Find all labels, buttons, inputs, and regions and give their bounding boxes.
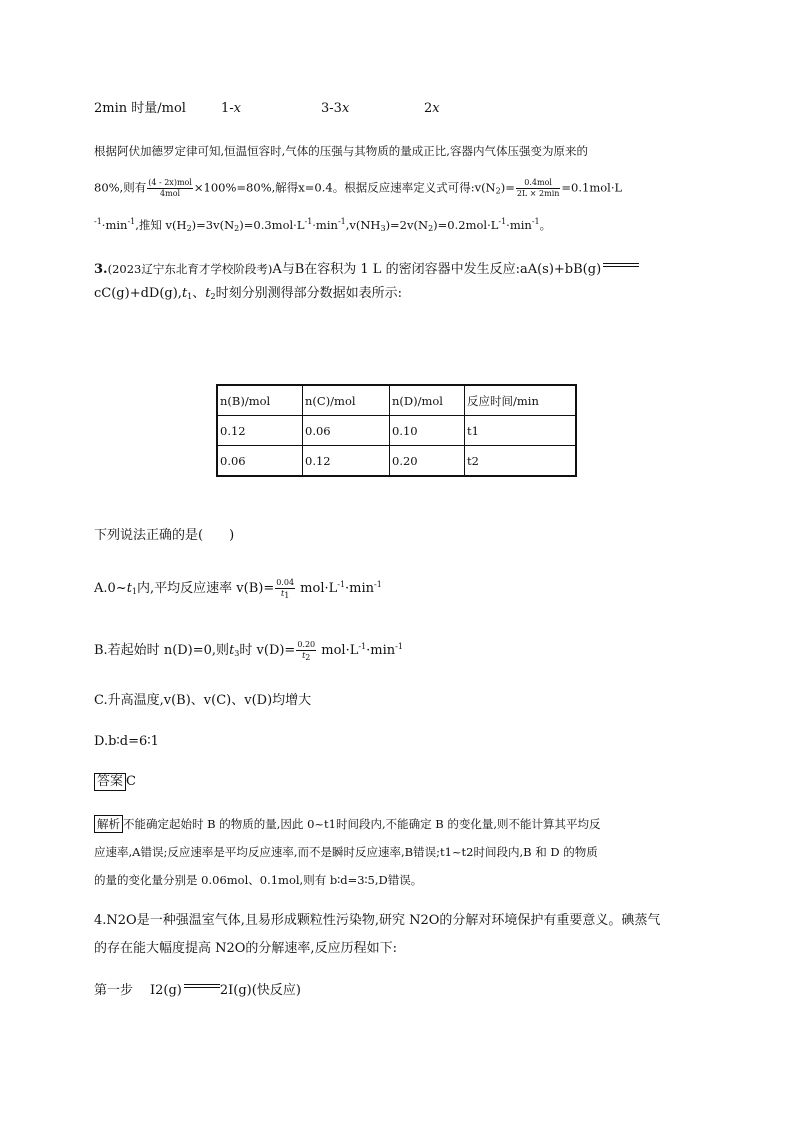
question-3-stem-line-1: 3.(2023辽宁东北育才学校阶段考)A与B在容积为 1 L 的密闭容器中发生反应:aA(s)+bB(g) — [94, 260, 639, 279]
table-header-cell: 反应时间/min — [465, 385, 577, 416]
question-3-stem-line-2: $cC(g)+dD(g),t_1$、$t_2$时刻分别测得部分数据如表所示: — [94, 286, 402, 301]
table-header-cell: n(B)/mol — [217, 385, 303, 416]
question-4-line-1: 4.N2O是一种强温室气体,且易形成颗粒性污染物,研究 N2O的分解对环境保护有重要意义。碘蒸气 — [94, 913, 661, 928]
table-cell: 0.20 — [390, 446, 465, 477]
row-2min-label: 2min 时量/mol — [94, 101, 186, 116]
row-2min: 2min 时量/mol 1-x 3-3x 2x — [94, 101, 440, 116]
option-d: D.b∶d=6∶1 — [94, 734, 159, 749]
data-table — [216, 384, 577, 477]
solution-line-2: 80%,则有 $\frac{\text{(4 - 2x)mol}}{\text{4mol}}$ ×100%=80%,解得x=0.4。根据反应速率定义式可得$:v(N_2)=$ $\frac{\text{0.4mol}}{2L \times 2\min}$ =0.1mol·L — [94, 178, 623, 198]
question-3-ask: 下列说法正确的是( ) — [94, 528, 235, 543]
option-a: $A.0\sim t_1$内,平均反应速率 v(B)= $\frac{0.04}{t_1}$ $mol\cdot L^{-1}\cdot\min^{-1}$ — [94, 578, 382, 600]
table-cell: t1 — [465, 416, 577, 446]
table-cell: 0.06 — [217, 446, 303, 477]
answer-value: C — [126, 774, 136, 789]
answer-tag: 答案 — [94, 773, 126, 791]
table-header-row — [217, 385, 576, 416]
analysis-line-3: 的量的变化量分别是 0.06mol、0.1mol,则有 b∶d=3∶5,D错误。 — [94, 873, 423, 887]
question-4-step-1: 第一步 I2(g) 2I(g)(快反应) — [94, 983, 301, 998]
fraction-option-a: $\frac{0.04}{t_1}$ — [276, 578, 295, 600]
table-header-cell: n(D)/mol — [390, 385, 465, 416]
table-cell: t2 — [465, 446, 577, 477]
question-4-line-2: 的存在能大幅度提高 N2O的分解速率,反应历程如下: — [94, 941, 397, 956]
fraction-option-b: $\frac{0.20}{t_2}$ — [297, 640, 316, 662]
analysis-line-2: 应速率,A错误;反应速率是平均反应速率,而不是瞬时反应速率,B错误;t1~t2时间段内,B 和 D 的物质 — [94, 845, 598, 859]
fraction-pressure: $\frac{\text{(4 - 2x)mol}}{\text{4mol}}$ — [148, 178, 192, 198]
analysis-tag: 解析 — [94, 815, 123, 833]
table-cell: 0.10 — [390, 416, 465, 446]
table-row — [217, 416, 576, 446]
table-cell: 0.12 — [217, 416, 303, 446]
answer-line — [94, 773, 136, 791]
fraction-rate: $\frac{\text{0.4mol}}{2L \times 2\min}$ — [516, 178, 560, 198]
option-b: B.若起始时 n(D)=0,则$t_3$时 v(D)= $\frac{0.20}{t_2}$ $mol\cdot L^{-1}\cdot\min^{-1}$ — [94, 640, 403, 662]
equilibrium-sign — [601, 261, 639, 271]
equilibrium-sign — [182, 982, 220, 992]
solution-line-1: 根据阿伏加德罗定律可知,恒温恒容时,气体的压强与其物质的量成正比,容器内气体压强变为原来的 — [94, 144, 588, 158]
table-cell: 0.06 — [303, 416, 390, 446]
analysis-line-1: 解析 不能确定起始时 B 的物质的量,因此 0~t1时间段内,不能确定 B 的变化量,则不能计算其平均反 — [94, 815, 601, 833]
table-row — [217, 446, 576, 477]
option-c: C.升高温度,v(B)、v(C)、v(D)均增大 — [94, 693, 312, 708]
table-header-cell: n(C)/mol — [303, 385, 390, 416]
table-cell: 0.12 — [303, 446, 390, 477]
solution-line-3: $^{-1}\cdot\min^{-1}$,推知 $v(H_2)=3v(N_2)=0.3mol\cdot L^{-1}\cdot\min^{-1},v(NH_3)=2v(N_2)=0.2mol\cdot L^{-1}\cdot\min^{-1}$。 — [94, 217, 552, 233]
